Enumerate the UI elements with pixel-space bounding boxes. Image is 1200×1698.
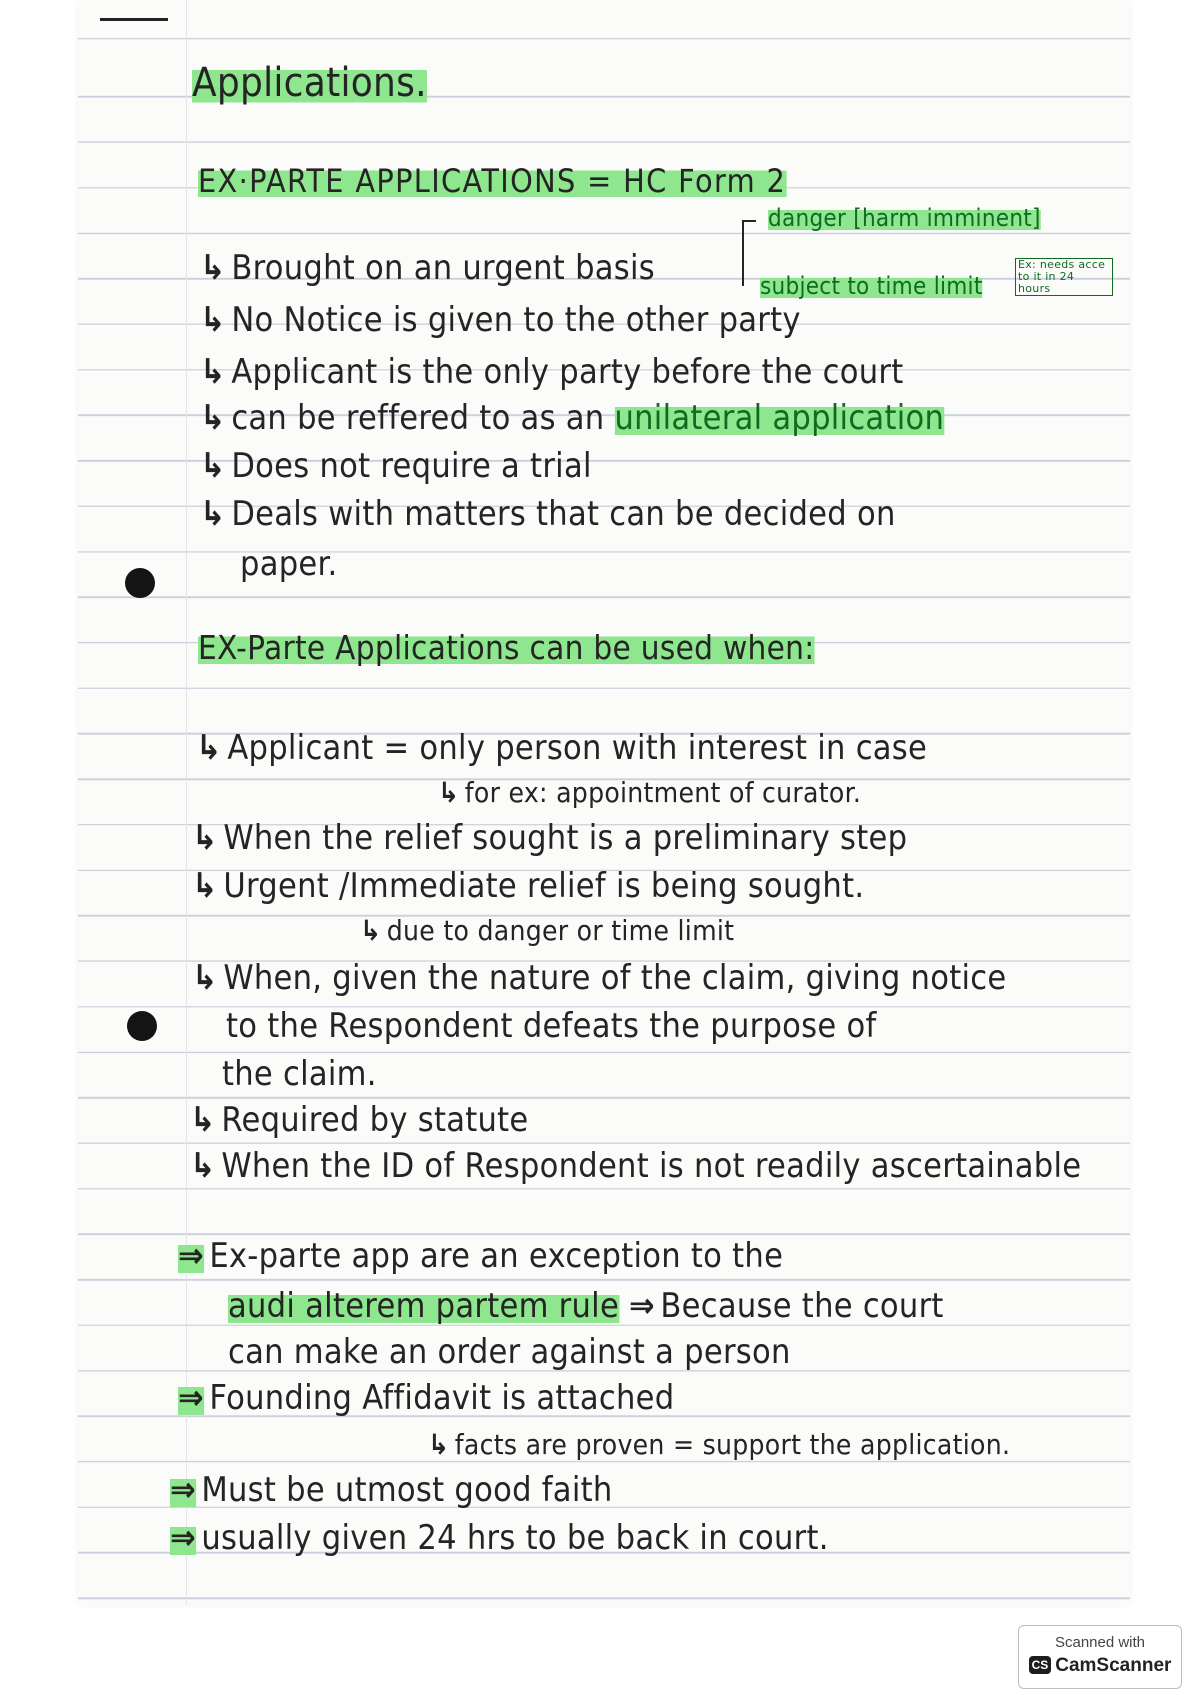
section2-heading-text: EX-Parte Applications can be used when: bbox=[198, 628, 815, 667]
arrow-item bbox=[170, 1470, 613, 1510]
arrow-icon: ↳ bbox=[200, 446, 226, 486]
watermark-top-text: Scanned with bbox=[1054, 1634, 1146, 1651]
item-text: facts are proven = support the application. bbox=[454, 1428, 1011, 1461]
page-title-text: Applications. bbox=[192, 60, 427, 106]
arrow-item-continuation bbox=[228, 1332, 791, 1372]
item-text: usually given 24 hrs to be back in court. bbox=[201, 1518, 829, 1558]
list-item bbox=[190, 1146, 1081, 1186]
item-text: paper. bbox=[240, 544, 338, 584]
arrow-icon: ↳ bbox=[360, 914, 382, 947]
item-text: Ex-parte app are an exception to the bbox=[209, 1236, 784, 1276]
sub-item bbox=[428, 1428, 1010, 1461]
item-text: can make an order against a person bbox=[228, 1332, 791, 1372]
side-note-time-text: subject to time limit bbox=[760, 272, 983, 300]
side-note-box bbox=[1015, 258, 1113, 296]
item-text: When the ID of Respondent is not readily ascertainable bbox=[221, 1146, 1082, 1186]
double-arrow-icon: ⇒ bbox=[178, 1378, 204, 1418]
side-note-time-limit bbox=[760, 272, 983, 300]
arrow-icon: ↳ bbox=[196, 728, 222, 768]
arrow-icon: ↳ bbox=[428, 1428, 450, 1461]
list-item bbox=[196, 728, 927, 768]
watermark-brand bbox=[1019, 1655, 1181, 1677]
list-item bbox=[200, 352, 904, 392]
arrow-icon: ↳ bbox=[192, 818, 218, 858]
list-item bbox=[200, 248, 655, 288]
item-text: due to danger or time limit bbox=[386, 914, 735, 947]
side-note-box-text: Ex: needs acce to it in 24 hours bbox=[1018, 258, 1106, 295]
list-item bbox=[192, 818, 907, 858]
sub-item bbox=[360, 914, 734, 947]
item-text: Brought on an urgent basis bbox=[231, 248, 655, 288]
arrow-item bbox=[178, 1378, 674, 1418]
double-arrow-icon: ⇒ bbox=[170, 1470, 196, 1510]
item-text: can be reffered to as an bbox=[231, 398, 605, 438]
side-note-bracket bbox=[742, 220, 756, 286]
arrow-icon: ↳ bbox=[200, 494, 226, 534]
list-item bbox=[190, 1100, 529, 1140]
side-note-danger-text: danger [harm imminent] bbox=[768, 204, 1041, 232]
arrow-item bbox=[178, 1236, 783, 1276]
sub-item bbox=[438, 776, 861, 809]
section2-heading bbox=[198, 628, 815, 667]
item-text: No Notice is given to the other party bbox=[231, 300, 801, 340]
item-text: for ex: appointment of curator. bbox=[464, 776, 862, 809]
arrow-icon: ↳ bbox=[192, 866, 218, 906]
binder-hole-bottom bbox=[127, 1011, 157, 1041]
item-text: Must be utmost good faith bbox=[201, 1470, 613, 1510]
side-note-danger bbox=[768, 204, 1041, 232]
list-item bbox=[200, 446, 592, 486]
margin-line bbox=[186, 0, 187, 1605]
arrow-icon: ↳ bbox=[190, 1100, 216, 1140]
item-text: to the Respondent defeats the purpose of bbox=[226, 1006, 877, 1046]
section1-heading bbox=[198, 162, 786, 200]
arrow-item bbox=[170, 1518, 829, 1558]
double-arrow-icon: ⇒ bbox=[170, 1518, 196, 1558]
item-text: Founding Affidavit is attached bbox=[209, 1378, 675, 1418]
audi-alteram-text: audi alterem partem rule bbox=[228, 1286, 620, 1326]
watermark-brand-text: CamScanner bbox=[1055, 1655, 1172, 1676]
arrow-icon: ↳ bbox=[200, 248, 226, 288]
arrow-icon: ↳ bbox=[190, 1146, 216, 1186]
list-item-continuation bbox=[226, 1006, 877, 1046]
list-item-continuation bbox=[222, 1054, 377, 1094]
item-text: When, given the nature of the claim, giving notice bbox=[223, 958, 1007, 998]
list-item bbox=[192, 866, 864, 906]
item-text: the claim. bbox=[222, 1054, 377, 1094]
page-title bbox=[192, 60, 427, 106]
double-arrow-icon: ⇒ bbox=[178, 1236, 204, 1276]
item-text: Deals with matters that can be decided on bbox=[231, 494, 896, 534]
section1-heading-text: EX·PARTE APPLICATIONS = HC Form 2 bbox=[198, 162, 787, 200]
item-text: Required by statute bbox=[221, 1100, 529, 1140]
arrow-icon: ↳ bbox=[200, 300, 226, 340]
item-text: Applicant = only person with interest in case bbox=[227, 728, 928, 768]
arrow-icon: ↳ bbox=[192, 958, 218, 998]
top-dash-mark bbox=[100, 18, 168, 21]
list-item bbox=[200, 300, 801, 340]
list-item bbox=[200, 398, 944, 438]
item-text: When the relief sought is a preliminary step bbox=[223, 818, 908, 858]
arrow-item-continuation bbox=[228, 1286, 944, 1326]
double-arrow-icon: ⇒ bbox=[629, 1286, 655, 1326]
arrow-icon: ↳ bbox=[438, 776, 460, 809]
item-text: Does not require a trial bbox=[231, 446, 592, 486]
item-text: Applicant is the only party before the court bbox=[231, 352, 904, 392]
list-item bbox=[200, 494, 896, 534]
arrow-icon: ↳ bbox=[200, 398, 226, 438]
camscanner-logo-icon: CS bbox=[1029, 1656, 1052, 1674]
unilateral-application-text: unilateral application bbox=[614, 398, 945, 438]
item-text: Because the court bbox=[660, 1286, 944, 1326]
arrow-icon: ↳ bbox=[200, 352, 226, 392]
list-item bbox=[192, 958, 1006, 998]
item-text: Urgent /Immediate relief is being sought. bbox=[223, 866, 865, 906]
list-item-continuation bbox=[240, 544, 338, 584]
binder-hole-top bbox=[125, 568, 155, 598]
camscanner-watermark bbox=[1018, 1625, 1182, 1689]
